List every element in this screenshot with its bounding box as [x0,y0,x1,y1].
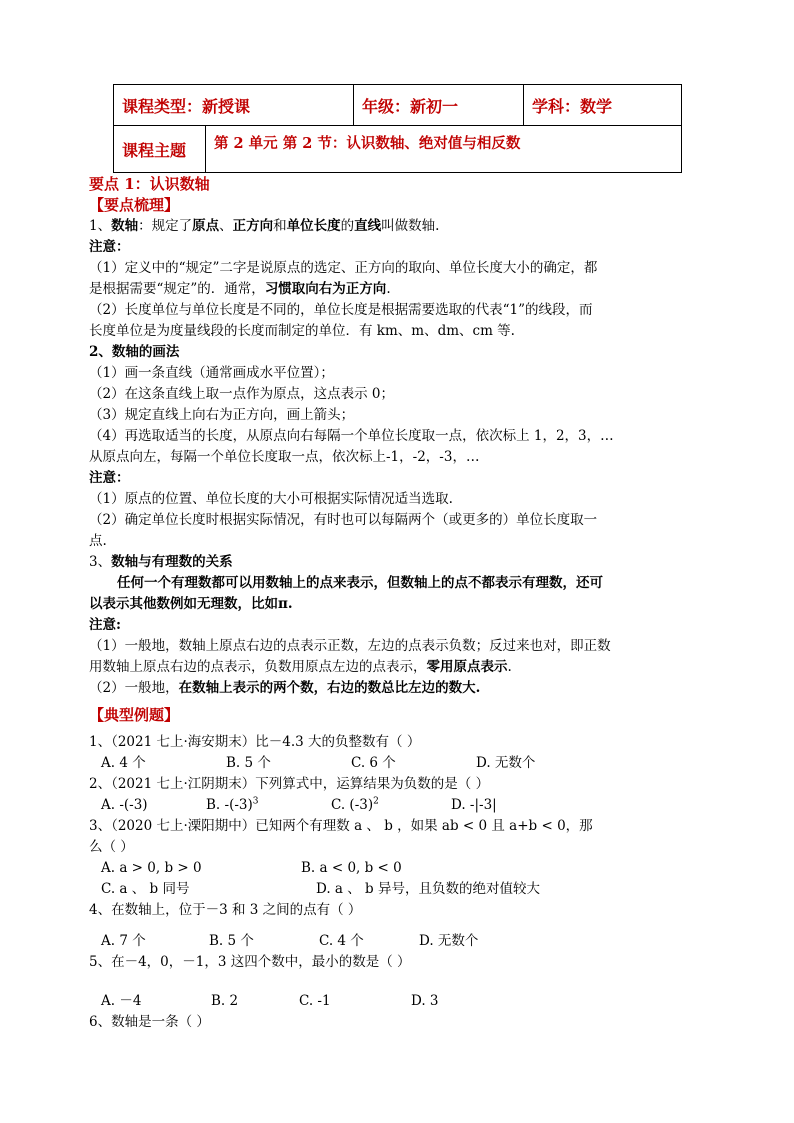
note-2-line-2: 长度单位是为度量线段的长度而制定的单位．有 km、m、dm、cm 等. [89,323,515,339]
q1-option-b: B. 5 个 [226,755,271,771]
question-3-options-row-2 [89,879,704,900]
question-4-options [89,931,704,952]
relation-title: 3、数轴与有理数的关系 [89,554,233,570]
note-1-line-2: 是根据需要“规定”的．通常，习惯取向右为正方向. [89,281,391,297]
q3-option-b: B. a < 0, b < 0 [301,860,402,876]
drawing-step-4-line-2: 从原点向左，每隔一个单位长度取一点，依次标上-1，-2，-3，… [89,449,480,465]
question-1-options [89,753,704,774]
relation-line-1: 任何一个有理数都可以用数轴上的点来表示，但数轴上的点不都表示有理数，还可 [117,575,603,591]
q5-option-b: B. 2 [211,993,239,1009]
q4-option-c: C. 4 个 [319,933,364,949]
q2-option-c: C. $(-3)^2$ [331,796,379,813]
q3-option-a: A. a > 0, b > 0 [101,860,202,876]
drawing-step-2: （2）在这条直线上取一点作为原点，这点表示 0； [89,386,394,402]
q1-option-c: C. 6 个 [351,755,396,771]
q1-option-d: D. 无数个 [476,755,536,771]
section-title: 要点 1：认识数轴 [89,175,210,193]
q5-option-c: C. -1 [299,993,331,1009]
course-info-table [113,84,682,173]
question-3-options-row-1 [89,858,704,879]
note-heading: 注意： [89,239,130,255]
q2-option-a: A. -(-3) [101,797,148,813]
question-2: 2、（2021 七上·江阴期末）下列算式中，运算结果为负数的是（ ） [89,776,490,792]
drawing-method-title: 2、数轴的画法 [89,344,180,360]
course-type-cell: 课程类型：新授课 [114,85,354,126]
note-3-item-2: （2）一般地，在数轴上表示的两个数，右边的数总比左边的数大. [89,680,481,696]
q4-option-a: A. 7 个 [101,933,146,949]
question-5: 5、在－4，0，－1，3 这四个数中，最小的数是（ ） [89,954,411,970]
question-3-line-2: 么（ ） [89,839,134,855]
question-3-line-1: 3、（2020 七上·溧阳期中）已知两个有理数 a 、 b ，如果 ab < 0 且 a+b < 0，那 [89,818,593,834]
question-1: 1、（2021 七上·海安期末）比－4.3 大的负整数有（ ） [89,734,421,750]
course-info-row-2 [114,126,682,173]
definition-line: 1、数轴：规定了原点、正方向和单位长度的直线叫做数轴. [89,218,440,234]
subject-cell: 学科：数学 [524,85,682,126]
drawing-step-4-line-1: （4）再选取适当的长度，从原点向右每隔一个单位长度取一点，依次标上 1，2，3，… [89,428,614,444]
relation-line-2: 以表示其他数例如无理数，比如π. [89,596,293,612]
points-title: 【要点梳理】 [89,196,180,214]
question-5-options [89,991,704,1012]
q5-option-a: A. －4 [101,993,142,1009]
note-2-line-1: （2）长度单位与单位长度是不同的，单位长度是根据需要选取的代表“1”的线段，而 [89,302,593,318]
drawing-step-3: （3）规定直线上向右为正方向，画上箭头； [89,407,355,423]
course-info-row-1 [114,85,682,126]
lesson-content [89,174,704,1033]
question-2-options [89,795,704,816]
q2-option-b: B. $-(-3)^3$ [206,796,259,813]
note-heading-3: 注意: [89,617,121,633]
topic-label-cell: 课程主题 [114,126,206,173]
note-heading-2: 注意： [89,470,130,486]
note-2-item-2-line-2: 点. [89,533,107,549]
note-3-item-1-line-2: 用数轴上原点右边的点表示，负数用原点左边的点表示，零用原点表示. [89,659,512,675]
topic-value-cell: 第 2 单元 第 2 节：认识数轴、绝对值与相反数 [206,126,682,173]
note-1-line-1: （1）定义中的“规定”二字是说原点的选定、正方向的取向、单位长度大小的确定，都 [89,260,598,276]
q4-option-b: B. 5 个 [209,933,254,949]
q2-option-d: D. -|-3| [451,797,497,813]
examples-title: 【典型例题】 [89,706,180,724]
question-4: 4、在数轴上，位于－3 和 3 之间的点有（ ） [89,902,362,918]
q3-option-d: D. a 、 b 异号，且负数的绝对值较大 [316,881,540,897]
q3-option-c: C. a 、 b 同号 [101,881,190,897]
note-2-item-1: （1）原点的位置、单位长度的大小可根据实际情况适当选取. [89,491,453,507]
q1-option-a: A. 4 个 [101,755,146,771]
note-2-item-2-line-1: （2）确定单位长度时根据实际情况，有时也可以每隔两个（或更多的）单位长度取一 [89,512,598,528]
q4-option-d: D. 无数个 [419,933,479,949]
grade-cell: 年级：新初一 [354,85,524,126]
q5-option-d: D. 3 [411,993,439,1009]
question-6: 6、数轴是一条（ ） [89,1014,210,1030]
note-3-item-1-line-1: （1）一般地，数轴上原点右边的点表示正数，左边的点表示负数；反过来也对，即正数 [89,638,611,654]
drawing-step-1: （1）画一条直线（通常画成水平位置）； [89,365,334,381]
